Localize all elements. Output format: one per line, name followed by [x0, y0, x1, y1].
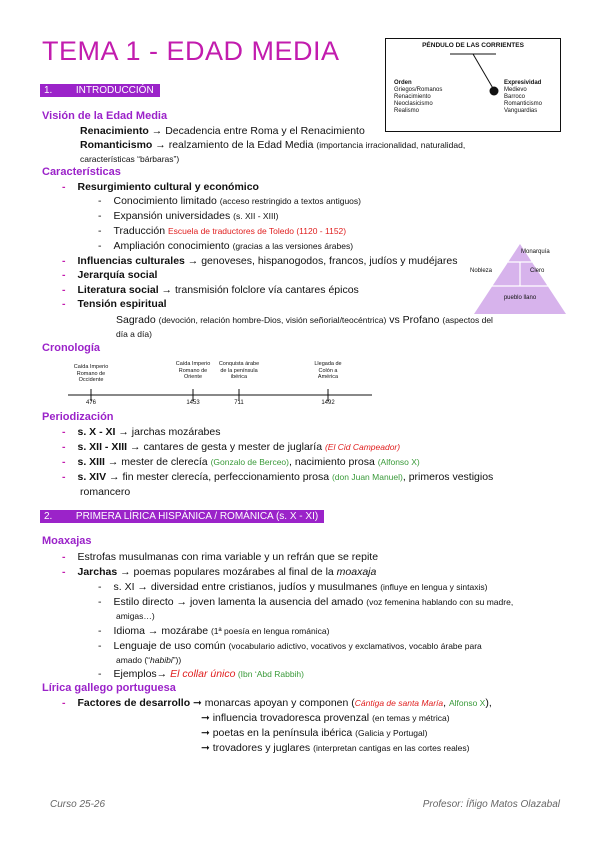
timeline-year: 711 — [234, 400, 244, 406]
pyramid-right-label: Clero — [530, 268, 545, 274]
section-number: 1. — [44, 85, 53, 96]
item-text: ➞ influencia trovadoresca provenzal — [201, 712, 373, 724]
section-label: INTRODUCCIÓN — [75, 85, 154, 96]
list-item — [201, 727, 427, 740]
text: → Decadencia entre Roma y el Renacimiento — [148, 125, 365, 137]
vision-renacimiento — [80, 125, 365, 138]
note: (devoción, relación hombre-Dios, visión señorial/teocéntrica) — [158, 315, 387, 325]
pendulum-left-item: Griegos/Romanos — [394, 87, 443, 93]
item-text: Estrofas musulmanas con rima variable y un refrán que se repite — [77, 551, 379, 563]
event-label: América — [317, 374, 339, 380]
pendulum-right-column — [504, 80, 542, 115]
item-text: → jarchas mozárabes — [115, 426, 221, 438]
note-continued — [116, 654, 181, 667]
term: Jerarquía social — [77, 269, 158, 281]
item-text: Sagrado — [116, 314, 159, 326]
term-italic: moaxaja — [336, 566, 377, 578]
list-item: - s. XI → diversidad entre cristianos, judíos y musulmanes (influye en lengua y sintaxis) — [98, 581, 488, 593]
term: Influencias culturales — [77, 255, 185, 267]
item-text: ➞ monarcas apoyan y componen ( — [190, 697, 355, 709]
item-text: , — [443, 697, 449, 709]
vision-romanticismo — [80, 139, 465, 152]
note: (acceso restringido a textos antiguos) — [219, 196, 361, 206]
pyramid-top-label: Monarquía — [521, 249, 550, 255]
list-item-continued: romancero — [80, 486, 131, 498]
section-1-header — [40, 84, 160, 97]
term: s. XIV — [77, 471, 107, 483]
event-label: Llegada de — [314, 361, 342, 367]
item-text: , nacimiento prosa — [289, 456, 378, 468]
social-pyramid — [470, 240, 570, 316]
pendulum-right-item: Medievo — [504, 87, 527, 93]
footer-teacher: Profesor: Íñigo Matos Olazabal — [422, 799, 560, 810]
pendulum-bob — [490, 87, 499, 96]
note: (gracias a las versiones árabes) — [232, 241, 354, 251]
note: Escuela de traductores de Toledo (1120 - 1152) — [167, 226, 347, 236]
item-text: ➞ poetas en la península ibérica — [201, 727, 356, 739]
footer-course: Curso 25-26 — [50, 799, 106, 810]
note-italic: habibi — [150, 655, 173, 665]
event-label: Romano de — [178, 367, 208, 374]
term: Jarchas — [77, 566, 118, 578]
list-item: - Conocimiento limitado (acceso restringido a textos antiguos) — [98, 195, 361, 207]
note: (en temas y métrica) — [372, 713, 450, 723]
lirica-gallego-heading: Lírica gallego portuguesa — [42, 682, 176, 694]
term: Literatura social — [77, 284, 159, 296]
pendulum-diagram — [385, 38, 561, 132]
pendulum-right-head: Expresividad — [504, 80, 542, 86]
list-item: - Ejemplos→ El collar único (Ibn ʻAbd Rabbih) — [98, 668, 304, 680]
example: (El Cid Campeador) — [324, 442, 401, 452]
term: Tensión espiritual — [77, 298, 167, 310]
author: (Alfonso X) — [377, 457, 420, 467]
event-label: Colón a — [318, 367, 338, 374]
timeline-event — [209, 361, 269, 381]
timeline-year: 1492 — [321, 400, 335, 406]
pendulum-left-item: Renacimiento — [394, 94, 431, 100]
list-item — [201, 712, 450, 725]
item-text: ➞ trovadores y juglares — [201, 742, 314, 754]
note: (voz femenina hablando con su madre, — [366, 597, 514, 607]
timeline-event — [298, 361, 358, 381]
periodizacion-heading: Periodización — [42, 411, 114, 423]
list-item: - Jerarquía social — [62, 269, 158, 281]
author: Alfonso X — [448, 698, 486, 708]
list-item: - s. XII - XIII → cantares de gesta y mester de juglaría (El Cid Campeador) — [62, 441, 401, 453]
term: Romanticismo — [80, 139, 153, 151]
item-text: Idioma → mozárabe — [113, 625, 211, 637]
item-text: → transmisión folclore vía cantares épicos — [158, 284, 359, 296]
note-continued: amigas…) — [116, 611, 155, 621]
pyramid-graphic — [470, 240, 570, 316]
note: (s. XII - XIII) — [233, 211, 279, 221]
item-text: → fin mester clerecía, perfeccionamiento prosa — [106, 471, 332, 483]
sagrado-profano — [116, 314, 493, 327]
event-label: Occidente — [78, 377, 104, 383]
timeline-year: 1453 — [186, 400, 200, 406]
note: (Galicia y Portugal) — [355, 728, 428, 738]
list-item: - s. XIV → fin mester clerecía, perfeccionamiento prosa (don Juan Manuel), primeros vestigios — [62, 471, 494, 483]
term: s. XIII — [77, 456, 105, 468]
term: Renacimiento — [80, 125, 149, 137]
section-label: PRIMERA LÍRICA HISPÁNICA / ROMÁNICA (s. X - XI) — [75, 511, 319, 522]
cronologia-heading: Cronología — [42, 342, 101, 354]
pendulum-left-column — [394, 80, 442, 115]
event-label: Caída Imperio — [73, 364, 109, 370]
list-item: - Factores de desarrollo ➞ monarcas apoyan y componen (Cántiga de santa María, Alfonso X), — [62, 697, 492, 709]
list-item — [201, 742, 470, 755]
note: (influye en lengua y sintaxis) — [380, 582, 488, 592]
pyramid-bottom-label: pueblo llano — [503, 295, 537, 301]
item-text: s. XI → diversidad entre cristianos, judíos y musulmanes — [113, 581, 381, 593]
event-label: Romano de — [76, 370, 106, 377]
timeline — [60, 358, 380, 410]
author: (don Juan Manuel) — [331, 472, 403, 482]
list-item: - s. X - XI → jarchas mozárabes — [62, 426, 221, 438]
item-text: Ejemplos→ — [113, 668, 171, 680]
term: Factores de desarrollo — [77, 697, 191, 709]
pendulum-string — [473, 54, 494, 90]
item-text: Lenguaje de uso común — [113, 640, 229, 652]
item-text: Resurgimiento cultural y económico — [77, 181, 259, 193]
pendulum-right-item: Barroco — [504, 94, 526, 100]
pendulum-right-item: Romanticismo — [504, 101, 543, 107]
event-label: Oriente — [183, 374, 203, 380]
item-text: Estilo directo → joven lamenta la ausencia del amado — [113, 596, 367, 608]
list-item: - Jarchas → poemas populares mozárabes al final de la moaxaja — [62, 566, 377, 578]
list-item: - Idioma → mozárabe (1ª poesía en lengua románica) — [98, 625, 330, 637]
list-item: - s. XIII → mester de clerecía (Gonzalo de Berceo), nacimiento prosa (Alfonso X) — [62, 456, 420, 468]
caracteristicas-heading: Características — [42, 166, 121, 178]
list-item: - Influencias culturales → genoveses, hispanogodos, francos, judíos y mudéjares — [62, 255, 458, 267]
list-item: - Traducción Escuela de traductores de Toledo (1120 - 1152) — [98, 225, 347, 237]
list-item: - Resurgimiento cultural y económico — [62, 181, 259, 193]
sagrado-profano-note: día a día) — [116, 329, 152, 339]
list-item: - Estrofas musulmanas con rima variable y un refrán que se repite — [62, 551, 379, 563]
item-text: , primeros vestigios — [402, 471, 494, 483]
note: (importancia irracionalidad, naturalidad, — [316, 140, 466, 150]
item-text: → cantares de gesta y mester de juglaría — [127, 441, 325, 453]
item-text: → genoveses, hispanogodos, francos, judíos y mudéjares — [184, 255, 458, 267]
list-item: - Literatura social → transmisión folclore vía cantares épicos — [62, 284, 359, 296]
list-item: - Estilo directo → joven lamenta la ausencia del amado (voz femenina hablando con su madre, — [98, 596, 514, 608]
event-label: Conquista árabe — [218, 361, 260, 367]
item-text: → mester de clerecía — [104, 456, 211, 468]
event-label: de la península — [220, 367, 258, 374]
note: (aspectos del — [442, 315, 493, 325]
pyramid-left-label: Nobleza — [470, 268, 493, 274]
text: → realzamiento de la Edad Media — [152, 139, 317, 151]
item-text: Conocimiento limitado — [113, 195, 220, 207]
item-text: Traducción — [113, 225, 168, 237]
event-label: Caída Imperio — [175, 361, 211, 367]
pendulum-title: PÉNDULO DE LAS CORRIENTES — [422, 42, 524, 49]
section-2-header — [40, 510, 324, 523]
note: (vocabulario adictivo, vocativos y exclamativos, vocablo árabe para — [228, 641, 482, 651]
moaxajas-heading: Moaxajas — [42, 535, 92, 547]
example: El collar único — [170, 668, 236, 680]
item-text: vs Profano — [386, 314, 443, 326]
pendulum-left-item: Neoclasicismo — [394, 101, 433, 107]
list-item: - Lenguaje de uso común (vocabulario adictivo, vocativos y exclamativos, vocablo árabe para — [98, 640, 482, 652]
example: Cántiga de santa María — [354, 698, 444, 708]
event-label: ibérica — [230, 374, 248, 380]
note: ”)) — [172, 655, 182, 665]
vision-romanticismo-note: características “bárbaras”) — [80, 154, 180, 164]
list-item: - Ampliación conocimiento (gracias a las versiones árabes) — [98, 240, 354, 252]
timeline-event — [61, 364, 121, 384]
page-title: TEMA 1 - EDAD MEDIA — [42, 36, 340, 66]
note: (interpretan cantigas en las cortes reales) — [313, 743, 470, 753]
list-item: - Expansión universidades (s. XII - XIII) — [98, 210, 279, 222]
note: amado (“ — [116, 655, 151, 665]
author: (Ibn ʻAbd Rabbih) — [235, 669, 304, 679]
list-item: - Tensión espiritual — [62, 298, 167, 310]
item-text: Expansión universidades — [113, 210, 234, 222]
pendulum-left-item: Realismo — [394, 108, 420, 114]
note: (1ª poesía en lengua románica) — [210, 626, 330, 636]
timeline-year: 476 — [85, 400, 96, 406]
section-number: 2. — [44, 511, 53, 522]
item-text: Ampliación conocimiento — [113, 240, 233, 252]
term: s. X - XI — [77, 426, 116, 438]
vision-heading: Visión de la Edad Media — [42, 110, 168, 122]
pendulum-left-head: Orden — [394, 80, 412, 86]
author: (Gonzalo de Berceo) — [210, 457, 289, 467]
item-text: → poemas populares mozárabes al final de la — [117, 566, 337, 578]
pendulum-right-item: Vanguardias — [504, 108, 538, 114]
term: s. XII - XIII — [77, 441, 128, 453]
item-text: ), — [485, 697, 492, 709]
